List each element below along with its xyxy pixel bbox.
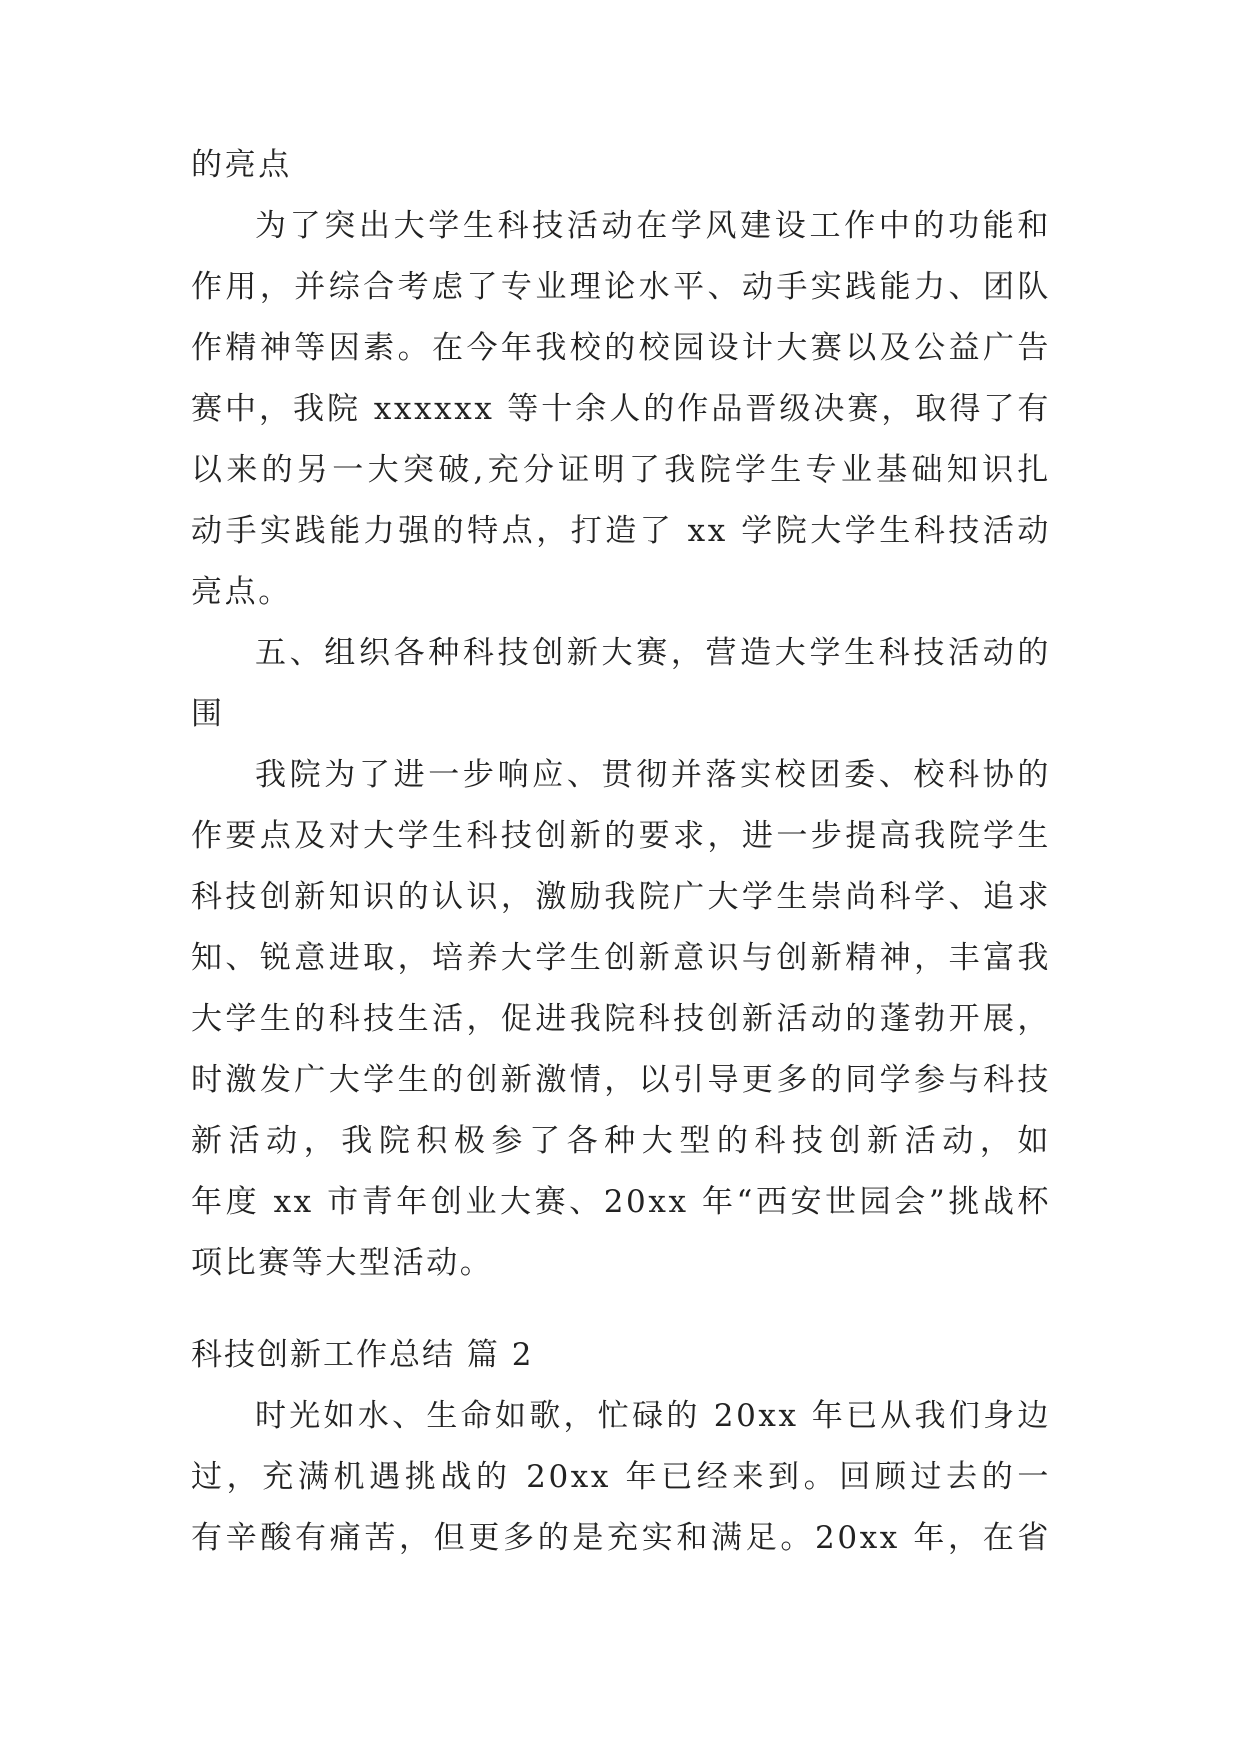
text-line: 为了突出大学生科技活动在学风建设工作中的功能和 (255, 208, 1051, 244)
text-line: 知、锐意进取，培养大学生创新意识与创新精神，丰富我 (191, 940, 1051, 976)
text-line: 五、组织各种科技创新大赛，营造大学生科技活动的 (255, 635, 1051, 671)
article-title (191, 1325, 1051, 1386)
text-line: 时激发广大学生的创新激情，以引导更多的同学参与科技 (191, 1062, 1051, 1098)
text-line: 我院为了进一步响应、贯彻并落实校团委、校科协的 (255, 757, 1051, 793)
text-line: 以来的另一大突破,充分证明了我院学生专业基础知识扎 (191, 452, 1051, 488)
text-line: 科技创新知识的认识，激励我院广大学生崇尚科学、追求 (191, 879, 1051, 915)
text-line: 有辛酸有痛苦，但更多的是充实和满足。20xx 年，在省 (191, 1520, 1051, 1556)
text-line: 作用，并综合考虑了专业理论水平、动手实践能力、团队 (191, 269, 1051, 305)
paragraph-competition-highlight (191, 196, 1051, 623)
text-line: 赛中，我院 xxxxxx 等十余人的作品晋级决赛，取得了有 (191, 391, 1051, 427)
paragraph-year-review (191, 1386, 1051, 1569)
text-line: 动手实践能力强的特点，打造了 xx 学院大学生科技活动 (191, 513, 1051, 549)
text-line: 时光如水、生命如歌，忙碌的 20xx 年已从我们身边 (255, 1398, 1051, 1434)
text-line: 亮点。 (191, 574, 292, 610)
text-line: 作精神等因素。在今年我校的校园设计大赛以及公益广告 (191, 330, 1051, 366)
text-line: 作要点及对大学生科技创新的要求，进一步提高我院学生 (191, 818, 1051, 854)
text-line: 围 (191, 696, 225, 732)
text-line: 过，充满机遇挑战的 20xx 年已经来到。回顾过去的一 (191, 1459, 1051, 1495)
text-line: 大学生的科技生活，促进我院科技创新活动的蓬勃开展， (191, 1001, 1051, 1037)
text-line: 的亮点 (191, 147, 292, 183)
paragraph-continuation (191, 135, 1051, 196)
text-line: 项比赛等大型活动。 (191, 1245, 494, 1281)
text-line: 年度 xx 市青年创业大赛、20xx 年“西安世园会”挑战杯 (191, 1184, 1051, 1220)
heading-text: 科技创新工作总结 篇 2 (191, 1337, 534, 1373)
paragraph-innovation-activities (191, 745, 1051, 1294)
text-line: 新活动，我院积极参了各种大型的科技创新活动，如 (191, 1123, 1051, 1159)
section-five-heading (191, 623, 1051, 745)
